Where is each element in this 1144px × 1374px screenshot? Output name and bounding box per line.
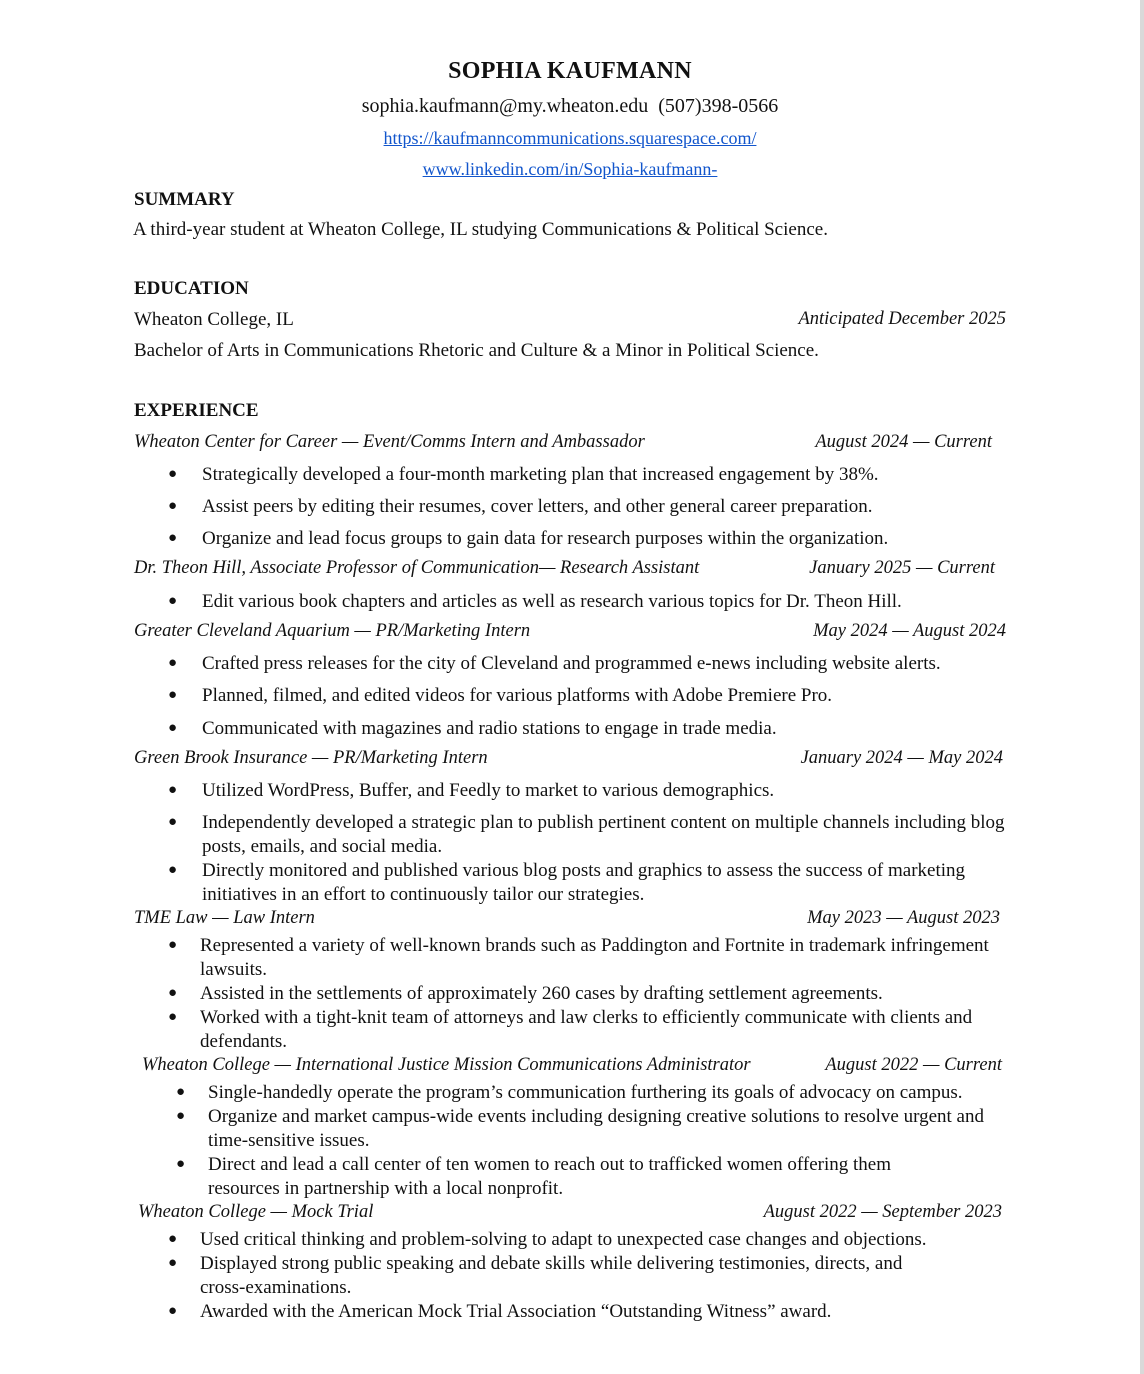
job-header (134, 748, 1003, 769)
bullet-text: Assist peers by editing their resumes, cover letters, and other general career preparation. (202, 496, 873, 517)
education-date: Anticipated December 2025 (798, 309, 1006, 329)
bullet-text: Crafted press releases for the city of Cleveland and programmed e-news including website alerts. (202, 653, 941, 674)
bullet-text: Directly monitored and published various blog posts and graphics to assess the success of marketing initiatives in an effort to continuously tailor our strategies. (202, 860, 966, 905)
bullet-icon: ● (168, 593, 178, 609)
bullet-icon: ● (168, 720, 178, 736)
education-heading: EDUCATION (134, 278, 249, 299)
email-text: sophia.kaufmann@my.wheaton.edu (361, 95, 649, 117)
bullet-icon: ● (168, 1255, 178, 1271)
bullet-icon: ● (168, 530, 178, 546)
job-date: May 2023 — August 2023 (807, 908, 1000, 928)
job-bullet (168, 1228, 1008, 1252)
job-title: Greater Cleveland Aquarium — PR/Marketing Intern (134, 621, 531, 641)
bullet-text: Organize and market campus-wide events including designing creative solutions to resolve urgent and time-sensitive issues. (208, 1106, 984, 1151)
job-bullet (168, 811, 1008, 858)
job-bullet (176, 1153, 948, 1200)
bullet-icon: ● (168, 498, 178, 514)
bullet-text: Assisted in the settlements of approximately 260 cases by drafting settlement agreements. (200, 983, 883, 1004)
resume-name: SOPHIA KAUFMANN (448, 58, 692, 84)
bullet-text: Used critical thinking and problem-solving to adapt to unexpected case changes and objections. (200, 1229, 927, 1250)
bullet-icon: ● (168, 687, 178, 703)
bullet-icon: ● (168, 862, 178, 878)
bullet-text: Utilized WordPress, Buffer, and Feedly to market to various demographics. (202, 780, 775, 801)
job-bullet (168, 859, 1008, 906)
job-header (138, 1202, 1002, 1223)
bullet-icon: ● (168, 937, 178, 953)
job-title: Wheaton College — International Justice Mission Communications Administrator (142, 1055, 751, 1075)
summary-heading: SUMMARY (134, 189, 235, 210)
job-bullet (168, 652, 1008, 676)
job-date: January 2024 — May 2024 (800, 748, 1003, 768)
bullet-text: Worked with a tight-knit team of attorneys and law clerks to efficiently communicate with clients and defendants. (200, 1007, 973, 1052)
job-header (134, 558, 995, 579)
bullet-text: Direct and lead a call center of ten women to reach out to trafficked women offering them resources in partnership with a local nonprofit. (208, 1154, 892, 1199)
bullet-icon: ● (168, 655, 178, 671)
bullet-text: Represented a variety of well-known brands such as Paddington and Fortnite in trademark infringement lawsuits. (200, 935, 989, 980)
bullet-text: Single-handedly operate the program’s communication furthering its goals of advocacy on campus. (208, 1082, 963, 1103)
bullet-icon: ● (168, 814, 178, 830)
job-bullet (168, 684, 1008, 708)
bullet-icon: ● (168, 1231, 178, 1247)
job-header (134, 621, 1006, 642)
linkedin-link[interactable]: www.linkedin.com/in/Sophia-kaufmann- (422, 159, 718, 179)
job-bullet (168, 982, 1008, 1006)
bullet-icon: ● (168, 985, 178, 1001)
job-header (134, 908, 1000, 929)
job-title: Wheaton College — Mock Trial (138, 1202, 374, 1222)
job-date: August 2022 — September 2023 (763, 1202, 1002, 1222)
summary-text: A third-year student at Wheaton College, IL studying Communications & Political Science. (133, 219, 828, 240)
bullet-icon: ● (168, 782, 178, 798)
job-date: August 2022 — Current (825, 1055, 1002, 1075)
job-date: August 2024 — Current (815, 432, 992, 452)
job-bullet (168, 590, 1008, 614)
job-title: TME Law — Law Intern (134, 908, 315, 928)
job-bullet (168, 717, 1008, 741)
job-title: Green Brook Insurance — PR/Marketing Intern (134, 748, 488, 768)
job-bullet (176, 1081, 998, 1105)
education-degree: Bachelor of Arts in Communications Rhetoric and Culture & a Minor in Political Science. (134, 340, 819, 361)
website-link[interactable]: https://kaufmanncommunications.squarespace.com/ (383, 128, 757, 148)
experience-heading: EXPERIENCE (134, 400, 259, 421)
bullet-text: Independently developed a strategic plan to publish pertinent content on multiple channels including blog posts, emails, and social media. (202, 812, 1005, 857)
bullet-icon: ● (176, 1156, 186, 1172)
bullet-text: Strategically developed a four-month marketing plan that increased engagement by 38%. (202, 464, 879, 485)
bullet-text: Displayed strong public speaking and debate skills while delivering testimonies, directs, and cross-examinations. (200, 1253, 903, 1298)
job-bullet (168, 463, 1008, 487)
bullet-icon: ● (176, 1084, 186, 1100)
job-date: January 2025 — Current (809, 558, 995, 578)
job-bullet (168, 934, 1008, 981)
job-bullet (176, 1105, 998, 1152)
job-title: Wheaton Center for Career — Event/Comms Intern and Ambassador (134, 432, 645, 452)
education-school: Wheaton College, IL (134, 309, 294, 330)
bullet-icon: ● (168, 1009, 178, 1025)
contact-line (134, 95, 1006, 118)
job-bullet (168, 1300, 1008, 1324)
job-header (142, 1055, 1002, 1076)
bullet-text: Organize and lead focus groups to gain data for research purposes within the organization. (202, 528, 889, 549)
bullet-icon: ● (168, 466, 178, 482)
bullet-text: Edit various book chapters and articles as well as research various topics for Dr. Theon Hill. (202, 591, 902, 612)
job-bullet (168, 1252, 940, 1299)
bullet-text: Planned, filmed, and edited videos for various platforms with Adobe Premiere Pro. (202, 685, 833, 706)
job-title: Dr. Theon Hill, Associate Professor of Communication— Research Assistant (134, 558, 700, 578)
bullet-icon: ● (168, 1303, 178, 1319)
job-bullet (168, 495, 1008, 519)
page-edge (1140, 0, 1144, 1374)
bullet-icon: ● (176, 1108, 186, 1124)
job-bullet (168, 779, 1008, 803)
job-bullet (168, 1006, 1008, 1053)
phone-text: (507)398-0566 (658, 95, 779, 117)
bullet-text: Communicated with magazines and radio stations to engage in trade media. (202, 718, 777, 739)
job-bullet (168, 527, 1008, 551)
job-header (134, 432, 992, 453)
bullet-text: Awarded with the American Mock Trial Association “Outstanding Witness” award. (200, 1301, 832, 1322)
job-date: May 2024 — August 2024 (813, 621, 1006, 641)
